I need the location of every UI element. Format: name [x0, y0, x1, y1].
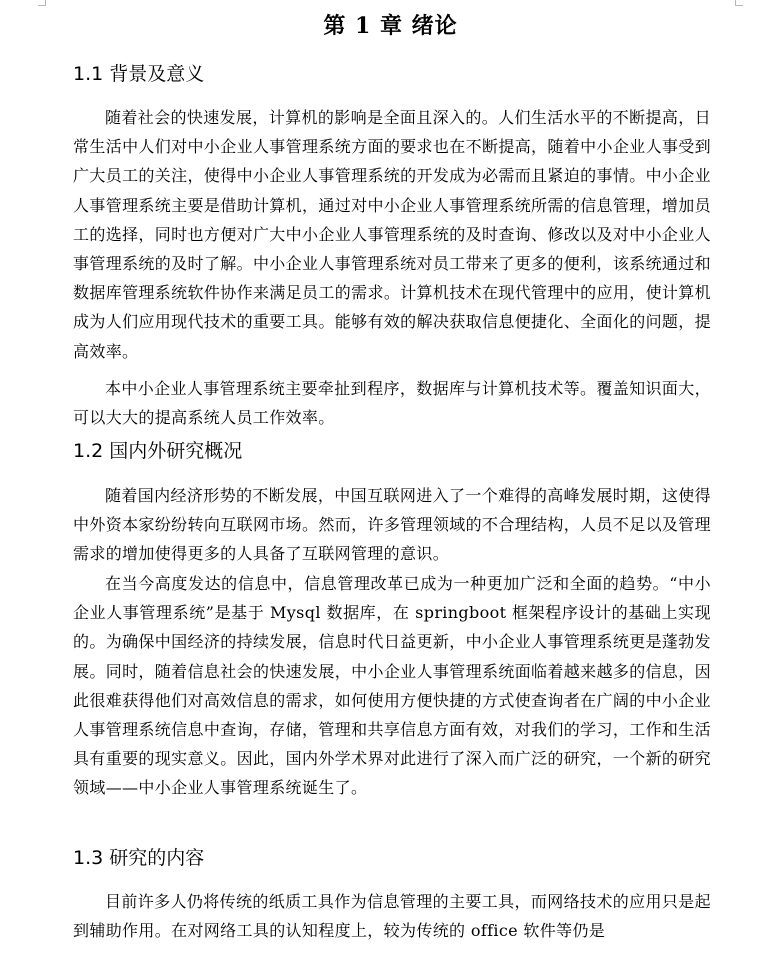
crop-mark-top-left-horizontal: [38, 5, 46, 6]
section-heading-background: 1.1 背景及意义: [73, 63, 205, 85]
crop-mark-top-right-horizontal: [735, 5, 743, 6]
section-heading-research-overview: 1.2 国内外研究概况: [73, 440, 243, 462]
paragraph-background-2: 本中小企业人事管理系统主要牵扯到程序，数据库与计算机技术等。覆盖知识面大，可以大大的提高系统人员工作效率。: [73, 379, 711, 428]
paragraph-background-1: 随着社会的快速发展，计算机的影响是全面且深入的。人们生活水平的不断提高，日常生活中人们对中小企业人事管理系统方面的要求也在不断提高，随着中小企业人事受到广大员工的关注，使得中小企业人事管理系统的开发成为必需而且紧迫的事情。中小企业人事管理系统主要是借助计算机，通过对中小企业人事管理系统所需的信息管理，增加员工的选择，同时也方便对广大中小企业人事管理系统的及时查询、修改以及对中小企业人事管理系统的及时了解。中小企业人事管理系统对员工带来了更多的便利，该系统通过和数据库管理系统软件协作来满足员工的需求。计算机技术在现代管理中的应用，使计算机成为人们应用现代技术的重要工具。能够有效的解决获取信息便捷化、全面化的问题，提高效率。: [73, 108, 711, 361]
section-heading-research-content: 1.3 研究的内容: [73, 847, 205, 869]
paragraph-research-2: 在当今高度发达的信息中，信息管理改革已成为一种更加广泛和全面的趋势。“中小企业人事管理系统”是基于 Mysql 数据库，在 springboot 框架程序设计的基础上实现的。为确保中国经济的持续发展，信息时代日益更新，中小企业人事管理系统更是蓬勃发展。同时，随着信息社会的快速发展，中小企业人事管理系统面临着越来越多的信息，因此很难获得他们对高效信息的需求，如何使用方便快捷的方式使查询者在广阔的中小企业人事管理系统信息中查询，存储，管理和共享信息方面有效，对我们的学习，工作和生活具有重要的现实意义。因此，国内外学术界对此进行了深入而广泛的研究，一个新的研究领域——中小企业人事管理系统诞生了。: [73, 574, 711, 798]
chapter-title: 第 1 章 绪论: [323, 13, 458, 39]
paragraph-research-1: 随着国内经济形势的不断发展，中国互联网进入了一个难得的高峰发展时期，这使得中外资本家纷纷转向互联网市场。然而，许多管理领域的不合理结构，人员不足以及管理需求的增加使得更多的人具备了互联网管理的意识。: [73, 486, 711, 564]
paragraph-content-1: 目前许多人仍将传统的纸质工具作为信息管理的主要工具，而网络技术的应用只是起到辅助作用。在对网络工具的认知程度上，较为传统的 office 软件等仍是: [73, 892, 711, 941]
